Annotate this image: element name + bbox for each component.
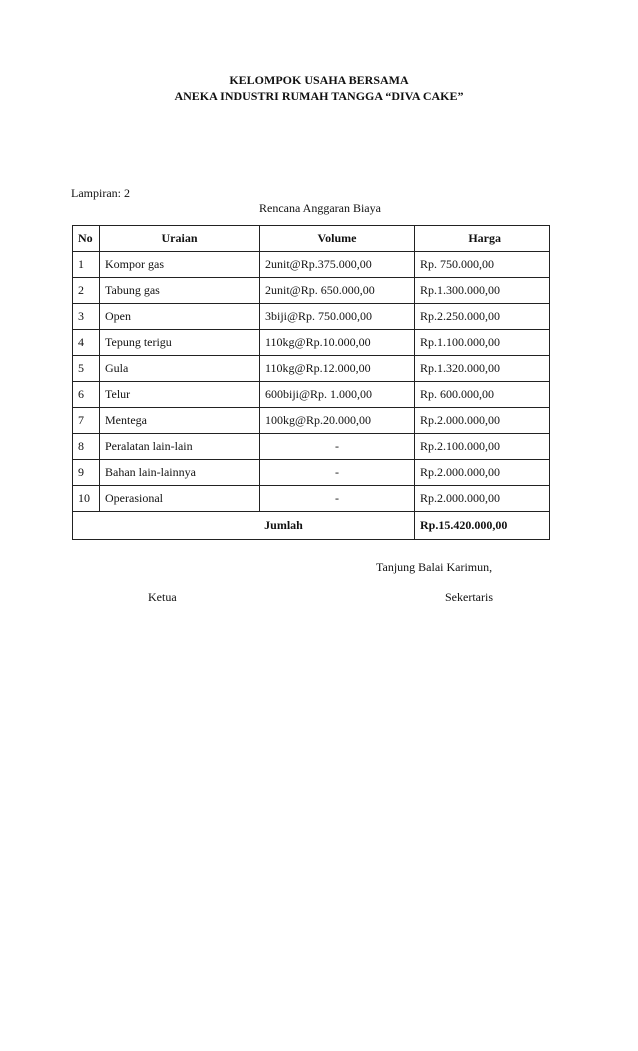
cell-uraian: Kompor gas [100, 252, 260, 278]
table-row [73, 382, 550, 408]
cell-no: 8 [73, 434, 100, 460]
table-header-row [73, 226, 550, 252]
table-row [73, 460, 550, 486]
cell-no: 4 [73, 330, 100, 356]
document-title: Rencana Anggaran Biaya [259, 201, 381, 215]
cell-uraian: Bahan lain-lainnya [100, 460, 260, 486]
cell-uraian: Tepung terigu [100, 330, 260, 356]
cell-harga: Rp.2.000.000,00 [415, 486, 550, 512]
attachment-label: Lampiran: 2 [71, 186, 130, 200]
cell-volume: - [260, 434, 415, 460]
total-row [73, 512, 550, 540]
table-row [73, 252, 550, 278]
cell-no: 7 [73, 408, 100, 434]
signature-ketua: Ketua [148, 590, 177, 604]
cell-volume: 110kg@Rp.10.000,00 [260, 330, 415, 356]
cell-harga: Rp.1.300.000,00 [415, 278, 550, 304]
cell-harga: Rp.2.250.000,00 [415, 304, 550, 330]
place-line: Tanjung Balai Karimun, [376, 560, 493, 574]
cell-harga: Rp.2.000.000,00 [415, 460, 550, 486]
budget-table [72, 225, 550, 540]
cell-uraian: Gula [100, 356, 260, 382]
document-header [0, 72, 638, 104]
cell-no: 3 [73, 304, 100, 330]
table-row [73, 408, 550, 434]
cell-uraian: Tabung gas [100, 278, 260, 304]
cell-harga: Rp.2.100.000,00 [415, 434, 550, 460]
cell-volume: 100kg@Rp.20.000,00 [260, 408, 415, 434]
cell-volume: - [260, 486, 415, 512]
cell-volume: - [260, 460, 415, 486]
cell-no: 6 [73, 382, 100, 408]
cell-harga: Rp.1.100.000,00 [415, 330, 550, 356]
table-row [73, 356, 550, 382]
cell-volume: 3biji@Rp. 750.000,00 [260, 304, 415, 330]
table-row [73, 330, 550, 356]
cell-volume: 2unit@Rp.375.000,00 [260, 252, 415, 278]
header-volume: Volume [260, 226, 415, 252]
cell-no: 5 [73, 356, 100, 382]
header-line-2: ANEKA INDUSTRI RUMAH TANGGA “DIVA CAKE” [174, 89, 464, 103]
cell-harga: Rp.1.320.000,00 [415, 356, 550, 382]
cell-no: 1 [73, 252, 100, 278]
header-uraian: Uraian [100, 226, 260, 252]
cell-no: 2 [73, 278, 100, 304]
table-row [73, 304, 550, 330]
table-row [73, 434, 550, 460]
table-row [73, 278, 550, 304]
cell-no: 10 [73, 486, 100, 512]
header-line-1: KELOMPOK USAHA BERSAMA [229, 73, 409, 87]
total-label: Jumlah [73, 512, 415, 540]
cell-harga: Rp.2.000.000,00 [415, 408, 550, 434]
table-row [73, 486, 550, 512]
cell-harga: Rp. 600.000,00 [415, 382, 550, 408]
signature-sekertaris: Sekertaris [445, 590, 493, 604]
total-value: Rp.15.420.000,00 [415, 512, 550, 540]
header-no: No [73, 226, 100, 252]
cell-uraian: Telur [100, 382, 260, 408]
cell-uraian: Open [100, 304, 260, 330]
cell-uraian: Mentega [100, 408, 260, 434]
cell-volume: 110kg@Rp.12.000,00 [260, 356, 415, 382]
cell-uraian: Peralatan lain-lain [100, 434, 260, 460]
cell-no: 9 [73, 460, 100, 486]
cell-volume: 2unit@Rp. 650.000,00 [260, 278, 415, 304]
cell-uraian: Operasional [100, 486, 260, 512]
cell-harga: Rp. 750.000,00 [415, 252, 550, 278]
header-harga: Harga [415, 226, 550, 252]
cell-volume: 600biji@Rp. 1.000,00 [260, 382, 415, 408]
